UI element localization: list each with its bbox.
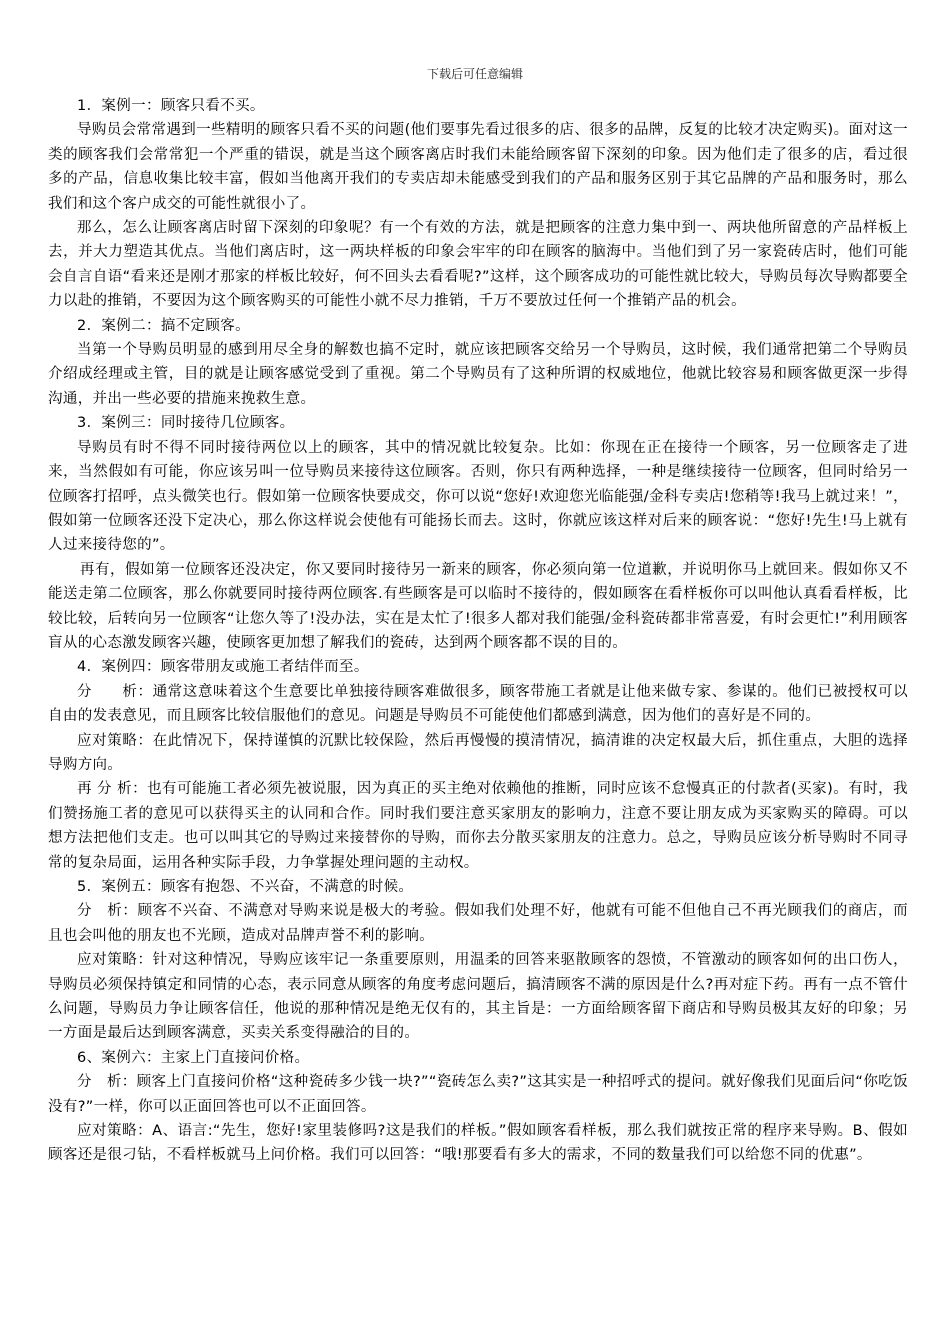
case-5-strategy: 应对策略：针对这种情况，导购应该牢记一条重要原则，用温柔的回答来驱散顾客的怨愤，不管激动的顾客如何的出口伤人，导购员必须保持镇定和同情的心态，表示同意从顾客的角度考虑问题后，搞清顾客不满的原因是什么?再对症下药。再有一点不管什么问题，导购员力争让顾客信任，他说的那种情况是绝无仅有的，其主旨是：一方面给顾客留下商店和导购员极其友好的印象；另一方面是最后达到顾客满意，买卖关系变得融洽的目的。 — [48, 952, 908, 1042]
case-6-strategy: 应对策略：A、语言:“先生，您好!家里装修吗?这是我们的样板。”假如顾客看样板，那么我们就按正常的程序来导购。B、假如顾客还是很刁钻，不看样板就马上问价格。我们可以回答：“哦!那要看有多大的需求，不同的数量我们可以给您不同的优惠”。 — [48, 1123, 908, 1164]
case-1-heading: 1．案例一：顾客只看不买。 — [77, 98, 265, 114]
case-4-analysis: 分 析：通常这意味着这个生意要比单独接待顾客难做很多，顾客带施工者就是让他来做专家、参谋的。他们已被授权可以自由的发表意见，而且顾客比较信服他们的意见。问题是导购员不可能使他们都感到满意，因为他们的喜好是不同的。 — [48, 683, 908, 725]
case-2-paragraph: 当第一个导购员明显的感到用尽全身的解数也搞不定时，就应该把顾客交给另一个导购员，这时候，我们通常把第二个导购员介绍成经理或主管，目的就是让顾客感觉受到了重视。第二个导购员有了这种所谓的权威地位，他就比较容易和顾客做更深一步得沟通，并出一些必要的措施来挽救生意。 — [48, 342, 908, 407]
case-1-paragraph-2: 那么，怎么让顾客离店时留下深刻的印象呢？有一个有效的方法，就是把顾客的注意力集中到一、两块他所留意的产品样板上去，并大力塑造其优点。当他们离店时，这一两块样板的印象会牢牢的印在顾客的脑海中。当他们到了另一家瓷砖店时，他们可能会自言自语“看来还是刚才那家的样板比较好，何不回头去看看呢?”这样，这个顾客成功的可能性就比较大，导购员每次导购都要全力以赴的推销，不要因为这个顾客购买的可能性小就不尽力推销，千万不要放过任何一个推销产品的机会。 — [48, 220, 908, 310]
page-header-note: 下载后可任意编辑 — [426, 67, 523, 81]
case-5-heading: 5．案例五：顾客有抱怨、不兴奋，不满意的时候。 — [77, 879, 414, 895]
case-4-strategy: 应对策略：在此情况下，保持谨慎的沉默比较保险，然后再慢慢的摸清情况，搞清谁的决定权最大后，抓住重点，大胆的选择导购方向。 — [48, 732, 908, 773]
case-4-reanalysis: 再 分 析：也有可能施工者必须先被说服，因为真正的买主绝对依赖他的推断，同时应该不怠慢真正的付款者(买家)。有时，我们赞扬施工者的意见可以获得买主的认同和合作。同时我们要注意买家朋友的影响力，注意不要让朋友成为买家购买的障碍。可以想方法把他们支走。也可以叫其它的导购过来接替你的导购，而你去分散买家朋友的注意力。总之，导购员应该分析导购时不同寻常的复杂局面，运用各种实际手段，力争掌握处理问题的主动权。 — [48, 781, 908, 871]
case-6-heading: 6、案例六：主家上门直接问价格。 — [77, 1049, 310, 1066]
case-3-paragraph-1: 导购员有时不得不同时接待两位以上的顾客，其中的情况就比较复杂。比如：你现在正在接待一个顾客，另一位顾客走了进来，当然假如有可能，你应该另叫一位导购员来接待这位顾客。否则，你只有两种选择，一种是继续接待一位顾客，但同时给另一位顾客打招呼，点头微笑也行。假如第一位顾客快要成交，你可以说“您好!欢迎您光临能强/金科专卖店!您稍等!我马上就过来！”，假如第一位顾客还没下定决心，那么你这样说会使他有可能扬长而去。这时，你就应该这样对后来的顾客说：“您好!先生!马上就有人过来接待您的”。 — [48, 439, 908, 554]
case-5-analysis: 分 析：顾客不兴奋、不满意对导购来说是极大的考验。假如我们处理不好，他就有可能不但他自己不再光顾我们的商店，而且也会叫他的朋友也不光顾，造成对品牌声誉不利的影响。 — [48, 903, 908, 944]
case-2-heading: 2．案例二：搞不定顾客。 — [77, 317, 250, 334]
case-1-paragraph-1: 导购员会常常遇到一些精明的顾客只看不买的问题(他们要事先看过很多的店、很多的品牌，反复的比较才决定购买)。面对这一类的顾客我们会常常犯一个严重的错误，就是当这个顾客离店时我们未能给顾客留下深刻的印象。因为他们走了很多的店，看过很多的产品，信息收集比较丰富，假如当他离开我们的专卖店却未能感受到我们的产品和服务区别于其它品牌的产品和服务时，那么我们和这个客户成交的可能性就很小了。 — [48, 122, 908, 212]
document-body — [48, 94, 908, 1168]
case-6-analysis: 分 析：顾客上门直接问价格“这种瓷砖多少钱一块?”“瓷砖怎么卖?”这其实是一种招呼式的提问。就好像我们见面后问“你吃饭没有?”一样，你可以正面回答也可以不正面回答。 — [48, 1074, 908, 1115]
case-4-heading: 4．案例四：顾客带朋友或施工者结伴而至。 — [77, 659, 369, 676]
case-3-paragraph-2: 再有，假如第一位顾客还没决定，你又要同时接待另一新来的顾客，你必须向第一位道歉，并说明你马上就回来。假如你又不能送走第二位顾客，那么你就要同时接待两位顾客.有些顾客是可以临时不接待的，假如顾客在看样板你可以叫他认真看看样板，比较比较，后转向另一位顾客“让您久等了!没办法，实在是太忙了!很多人都对我们能强/金科瓷砖都非常喜爱，有时会更忙!”利用顾客盲从的心态激发顾客兴趣，使顾客更加想了解我们的瓷砖，达到两个顾客都不误的目的。 — [48, 561, 908, 651]
case-3-heading: 3．案例三：同时接待几位顾客。 — [77, 415, 295, 432]
